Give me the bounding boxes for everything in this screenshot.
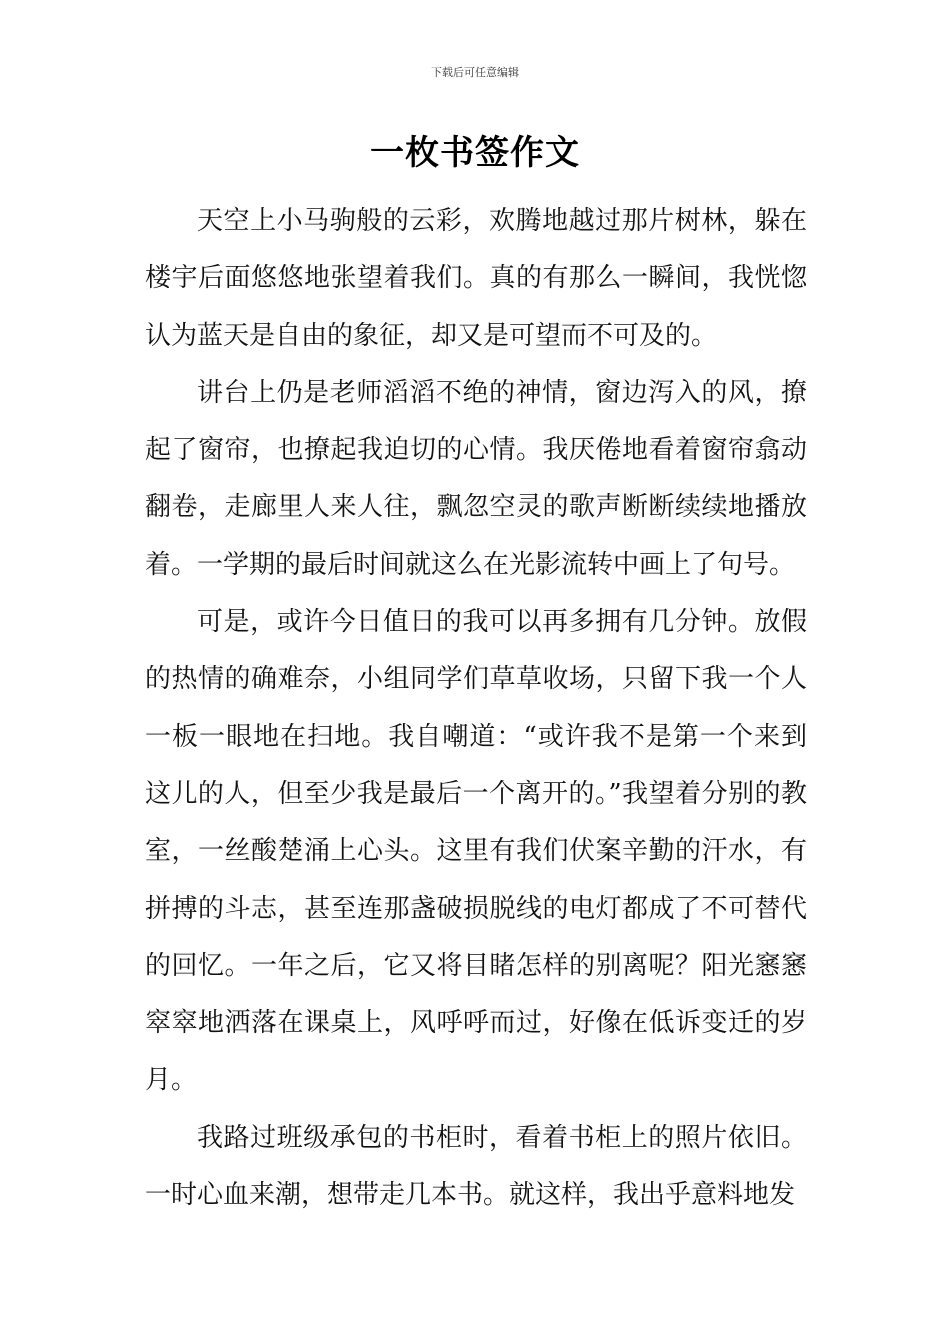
document-body <box>145 193 807 1224</box>
paragraph-3: 可是，或许今日值日的我可以再多拥有几分钟。放假的热情的确难奈，小组同学们草草收场，只留下我一个人一板一眼地在扫地。我自嘲道：“或许我不是第一个来到这儿的人，但至少我是最后一个离开的。”我望着分别的教室，一丝酸楚涌上心头。这里有我们伏案辛勤的汗水，有拼搏的斗志，甚至连那盏破损脱线的电灯都成了不可替代的回忆。一年之后，它又将目睹怎样的别离呢？阳光窸窸窣窣地洒落在课桌上，风呼呼而过，好像在低诉变迁的岁月。 <box>145 607 807 1096</box>
paragraph-4: 我路过班级承包的书柜时，看着书柜上的照片依旧。一时心血来潮，想带走几本书。就这样，我出乎意料地发 <box>145 1122 807 1211</box>
header-note: 下载后可任意编辑 <box>431 66 519 79</box>
document-title: 一枚书签作文 <box>370 133 580 173</box>
paragraph-1: 天空上小马驹般的云彩，欢腾地越过那片树林，躲在楼宇后面悠悠地张望着我们。真的有那么一瞬间，我恍惚认为蓝天是自由的象征，却又是可望而不可及的。 <box>145 206 807 351</box>
paragraph-2: 讲台上仍是老师滔滔不绝的神情，窗边泻入的风，撩起了窗帘，也撩起我迫切的心情。我厌倦地看着窗帘翕动翻卷，走廊里人来人往，飘忽空灵的歌声断断续续地播放着。一学期的最后时间就这么在光影流转中画上了句号。 <box>145 377 807 580</box>
